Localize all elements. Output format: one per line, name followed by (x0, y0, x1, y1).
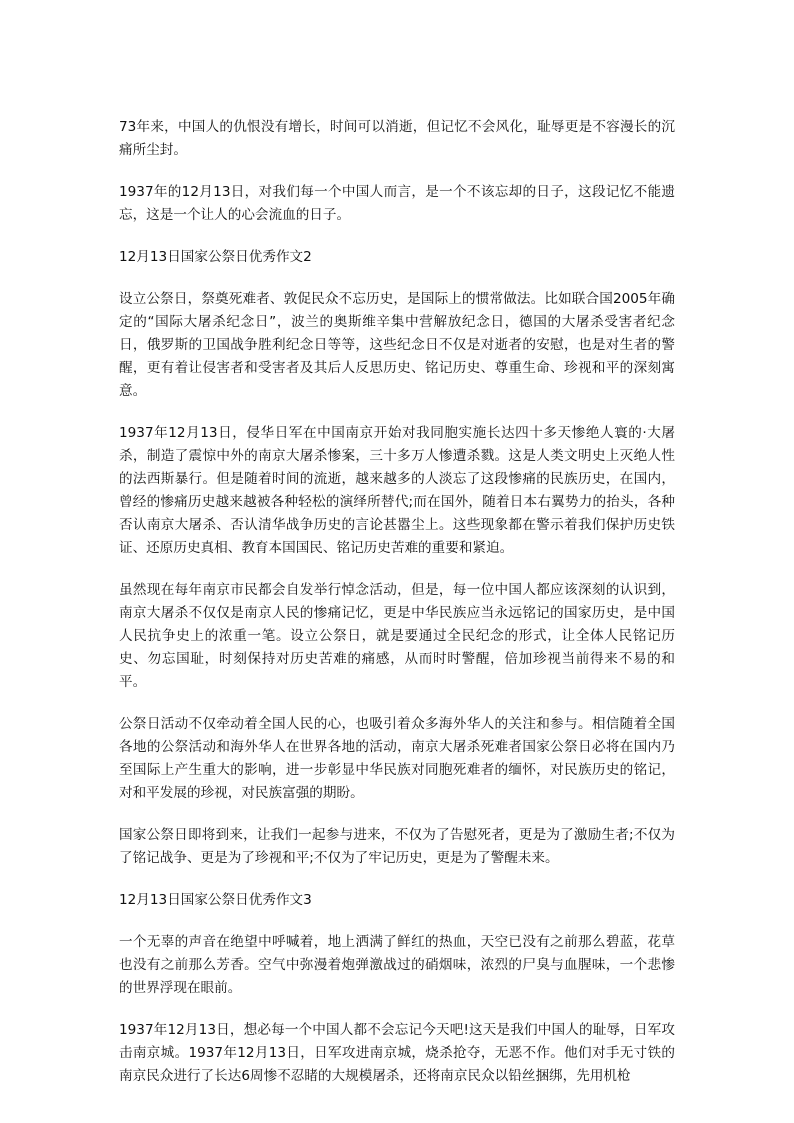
article-body (119, 116, 675, 1088)
paragraph-overseas-participation: 公祭日活动不仅牵动着全国人民的心，也吸引着众多海外华人的关注和参与。相信随着全国各地的公祭活动和海外华人在世界各地的活动，南京大屠杀死难者国家公祭日必将在国内乃至国际上产生重大的影响，进一步彰显中华民族对同胞死难者的缅怀，对民族历史的铭记，对和平发展的珍视，对民族富强的期盼。 (119, 716, 675, 801)
paragraph-nanjing-massacre-history: 1937年12月13日，侵华日军在中国南京开始对我同胞实施长达四十多天惨绝人寰的·大屠杀，制造了震惊中外的南京大屠杀惨案，三十多万人惨遭杀戮。这是人类文明史上灭绝人性的法西斯暴行。但是随着时间的流逝，越来越多的人淡忘了这段惨痛的民族历史，在国内，曾经的惨痛历史越来越被各种轻松的演绎所替代;而在国外，随着日本右翼势力的抬头，各种否认南京大屠杀、否认清华战争历史的言论甚嚣尘上。这些现象都在警示着我们保护历史铁证、还原历史真相、教育本国国民、铭记历史苦难的重要和紧迫。 (119, 425, 675, 556)
paragraph-despair-scene: 一个无辜的声音在绝望中呼喊着，地上洒满了鲜红的热血，天空已没有之前那么碧蓝，花草也没有之前那么芳香。空气中弥漫着炮弹激战过的硝烟味，浓烈的尸臭与血腥味，一个悲惨的世界浮现在眼前。 (119, 934, 675, 996)
paragraph-1937-memory: 1937年的12月13日，对我们每一个中国人而言，是一个不该忘却的日子，这段记忆不能遗忘，这是一个让人的心会流血的日子。 (119, 184, 675, 223)
paragraph-december-13-attack: 1937年12月13日，想必每一个中国人都不会忘记今天吧!这天是我们中国人的耻辱，日军攻击南京城。1937年12月13日，日军攻进南京城，烧杀抢夺，无恶不作。他们对手无寸铁的南京民众进行了长达6周惨不忍睹的大规模屠杀，还将南京民众以铅丝捆绑，先用机枪 (119, 1022, 675, 1084)
paragraph-intro-73-years: 73年来，中国人的仇恨没有增长，时间可以消逝，但记忆不会风化，耻辱更是不容漫长的沉痛所尘封。 (119, 119, 675, 158)
paragraph-call-to-action: 国家公祭日即将到来，让我们一起参与进来，不仅为了告慰死者，更是为了激励生者;不仅为了铭记战争、更是为了珍视和平;不仅为了牢记历史，更是为了警醒未来。 (119, 827, 675, 866)
section-heading-essay-2: 12月13日国家公祭日优秀作文2 (119, 249, 312, 265)
section-heading-essay-3: 12月13日国家公祭日优秀作文3 (119, 892, 312, 908)
paragraph-memorial-day-purpose: 设立公祭日，祭奠死难者、敦促民众不忘历史，是国际上的惯常做法。比如联合国2005年确定的“国际大屠杀纪念日”，波兰的奥斯维辛集中营解放纪念日，德国的大屠杀受害者纪念日，俄罗斯的卫国战争胜利纪念日等等，这些纪念日不仅是对逝者的安慰，也是对生者的警醒，更有着让侵害者和受害者及其后人反思历史、铭记历史、尊重生命、珍视和平的深刻寓意。 (119, 291, 675, 399)
paragraph-national-memory: 虽然现在每年南京市民都会自发举行悼念活动，但是，每一位中国人都应该深刻的认识到，南京大屠杀不仅仅是南京人民的惨痛记忆，更是中华民族应当永远铭记的国家历史，是中国人民抗争史上的浓重一笔。设立公祭日，就是要通过全民纪念的形式，让全体人民铭记历史、勿忘国耻，时刻保持对历史苦难的痛感，从而时时警醒，倍加珍视当前得来不易的和平。 (119, 582, 675, 690)
